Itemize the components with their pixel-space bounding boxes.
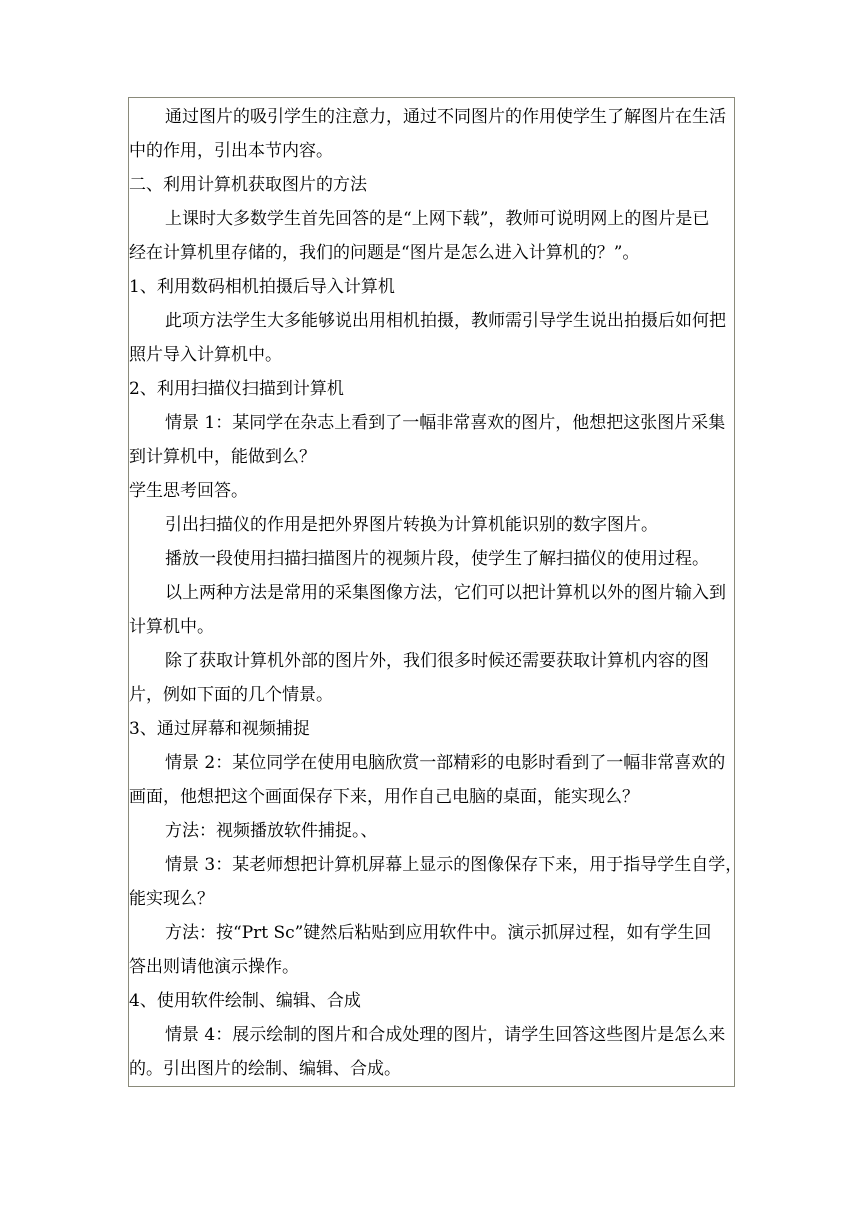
text-line: 能实现么？ bbox=[129, 889, 214, 909]
text-line: 以上两种方法是常用的采集图像方法，它们可以把计算机以外的图片输入到 bbox=[165, 583, 726, 603]
text-line: 二、利用计算机获取图片的方法 bbox=[129, 175, 367, 195]
text-line: 照片导入计算机中。 bbox=[129, 345, 282, 365]
text-line: 情景 4：展示绘制的图片和合成处理的图片，请学生回答这些图片是怎么来 bbox=[165, 1025, 726, 1045]
text-line: 播放一段使用扫描扫描图片的视频片段，使学生了解扫描仪的使用过程。 bbox=[165, 549, 709, 569]
text-line: 学生思考回答。 bbox=[129, 481, 248, 501]
text-line: 情景 2：某位同学在使用电脑欣赏一部精彩的电影时看到了一幅非常喜欢的 bbox=[165, 753, 726, 773]
text-line: 片，例如下面的几个情景。 bbox=[129, 685, 333, 705]
text-line: 方法：按“Prt Sc”键然后粘贴到应用软件中。演示抓屏过程，如有学生回 bbox=[165, 923, 712, 943]
text-line: 答出则请他演示操作。 bbox=[129, 957, 299, 977]
text-line: 除了获取计算机外部的图片外，我们很多时候还需要获取计算机内容的图 bbox=[165, 651, 709, 671]
text-line: 经在计算机里存储的，我们的问题是“图片是怎么进入计算机的？”。 bbox=[129, 243, 640, 263]
text-line: 3、通过屏幕和视频捕捉 bbox=[129, 719, 310, 739]
text-line: 画面，他想把这个画面保存下来，用作自己电脑的桌面，能实现么？ bbox=[129, 787, 639, 807]
text-line: 中的作用，引出本节内容。 bbox=[129, 141, 333, 161]
text-line: 引出扫描仪的作用是把外界图片转换为计算机能识别的数字图片。 bbox=[165, 515, 658, 535]
text-line: 2、利用扫描仪扫描到计算机 bbox=[129, 379, 344, 399]
text-line: 的。引出图片的绘制、编辑、合成。 bbox=[129, 1059, 401, 1079]
text-line: 情景 3：某老师想把计算机屏幕上显示的图像保存下来，用于指导学生自学， bbox=[165, 855, 743, 875]
text-line: 此项方法学生大多能够说出用相机拍摄，教师需引导学生说出拍摄后如何把 bbox=[165, 311, 726, 331]
text-line: 计算机中。 bbox=[129, 617, 214, 637]
text-line: 到计算机中，能做到么？ bbox=[129, 447, 316, 467]
lesson-content-cell bbox=[128, 97, 743, 1087]
text-line: 1、利用数码相机拍摄后导入计算机 bbox=[129, 277, 395, 297]
text-line: 上课时大多数学生首先回答的是“上网下载”，教师可说明网上的图片是已 bbox=[165, 209, 710, 229]
text-line: 通过图片的吸引学生的注意力，通过不同图片的作用使学生了解图片在生活 bbox=[165, 107, 726, 127]
text-line: 方法：视频播放软件捕捉。、 bbox=[165, 821, 378, 841]
text-line: 情景 1：某同学在杂志上看到了一幅非常喜欢的图片，他想把这张图片采集 bbox=[165, 413, 726, 433]
text-line: 4、使用软件绘制、编辑、合成 bbox=[129, 991, 361, 1011]
